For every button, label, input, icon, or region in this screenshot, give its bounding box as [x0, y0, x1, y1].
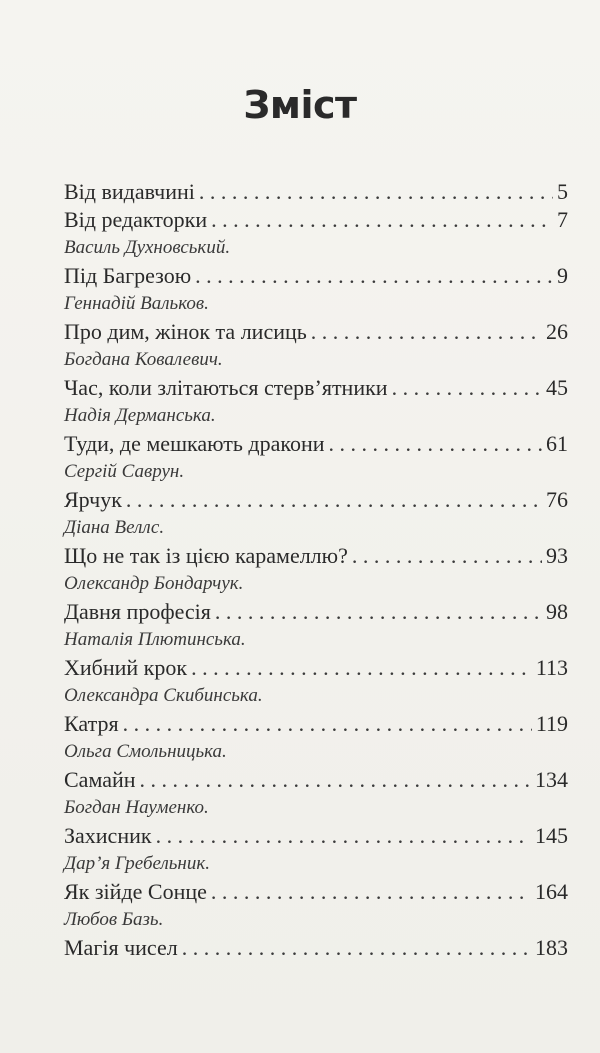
table-of-contents: [64, 178, 568, 962]
toc-page-number: 98: [546, 599, 568, 624]
toc-page-number: 61: [546, 431, 568, 456]
toc-entry[interactable]: [64, 878, 568, 906]
toc-author: Геннадій Вальков.: [64, 293, 209, 314]
toc-author: Любов Базь.: [64, 909, 164, 930]
toc-author: Олександр Бондарчук.: [64, 573, 244, 594]
toc-page-number: 7: [557, 207, 568, 232]
toc-entry-title: Хибний крок: [64, 655, 188, 680]
toc-entry-title: Що не так із цією карамеллю?: [64, 543, 348, 568]
dot-leader: [352, 542, 542, 570]
toc-page-number: 183: [535, 935, 568, 960]
toc-page-number: 26: [546, 319, 568, 344]
dot-leader: [126, 486, 542, 514]
toc-entry[interactable]: [64, 318, 568, 346]
toc-entry[interactable]: [64, 178, 568, 206]
toc-entry-title: Від видавчині: [64, 179, 195, 204]
dot-leader: [211, 206, 553, 234]
toc-page-number: 119: [535, 711, 568, 736]
dot-leader: [182, 934, 531, 962]
toc-page-number: 93: [546, 543, 568, 568]
dot-leader: [215, 598, 542, 626]
toc-entry-title: Катря: [64, 711, 119, 736]
toc-author: Дар’я Гребельник.: [64, 853, 210, 874]
dot-leader: [329, 430, 543, 458]
toc-page-number: 45: [546, 375, 568, 400]
toc-author: Діана Веллс.: [64, 517, 165, 538]
dot-leader: [156, 822, 531, 850]
toc-page-number: 134: [535, 767, 568, 792]
dot-leader: [123, 710, 532, 738]
toc-entry[interactable]: [64, 710, 568, 738]
toc-entry-title: Під Багрезою: [64, 263, 192, 288]
toc-entry-title: Магія чисел: [64, 935, 178, 960]
toc-author: Олександра Скибинська.: [64, 685, 263, 706]
toc-author: Василь Духновський.: [64, 237, 231, 258]
dot-leader: [195, 262, 553, 290]
toc-entry-title: Самайн: [64, 767, 136, 792]
toc-entry-title: Від редакторки: [64, 207, 208, 232]
toc-entry[interactable]: [64, 766, 568, 794]
toc-entry-title: Давня професія: [64, 599, 211, 624]
toc-entry-title: Як зійде Сонце: [64, 879, 207, 904]
toc-entry-title: Час, коли злітаються стерв’ятники: [64, 375, 388, 400]
toc-entry-title: Про дим, жінок та лисиць: [64, 319, 307, 344]
toc-entry[interactable]: [64, 374, 568, 402]
toc-entry-title: Ярчук: [64, 487, 122, 512]
toc-entry-title: Захисник: [64, 823, 152, 848]
toc-page-number: 76: [546, 487, 568, 512]
toc-entry[interactable]: [64, 206, 568, 234]
dot-leader: [199, 178, 553, 206]
toc-author: Наталія Плютинська.: [64, 629, 246, 650]
toc-entry[interactable]: [64, 598, 568, 626]
toc-author: Надія Дерманська.: [64, 405, 216, 426]
toc-entry[interactable]: [64, 822, 568, 850]
toc-entry[interactable]: [64, 430, 568, 458]
toc-entry-title: Туди, де мешкають дракони: [64, 431, 325, 456]
toc-page-number: 113: [535, 655, 568, 680]
toc-page-number: 9: [557, 263, 568, 288]
dot-leader: [392, 374, 542, 402]
toc-entry[interactable]: [64, 486, 568, 514]
toc-entry[interactable]: [64, 262, 568, 290]
toc-author: Богдана Ковалевич.: [64, 349, 223, 370]
toc-page-number: 5: [557, 179, 568, 204]
dot-leader: [191, 654, 532, 682]
toc-page-number: 164: [535, 879, 568, 904]
dot-leader: [140, 766, 531, 794]
toc-entry[interactable]: [64, 542, 568, 570]
toc-entry[interactable]: [64, 654, 568, 682]
toc-author: Ольга Смольницька.: [64, 741, 227, 762]
page-title: Зміст: [243, 83, 357, 128]
toc-entry[interactable]: [64, 934, 568, 962]
toc-page-number: 145: [535, 823, 568, 848]
dot-leader: [211, 878, 531, 906]
toc-author: Сергій Саврун.: [64, 461, 185, 482]
toc-author: Богдан Науменко.: [64, 797, 209, 818]
dot-leader: [311, 318, 542, 346]
